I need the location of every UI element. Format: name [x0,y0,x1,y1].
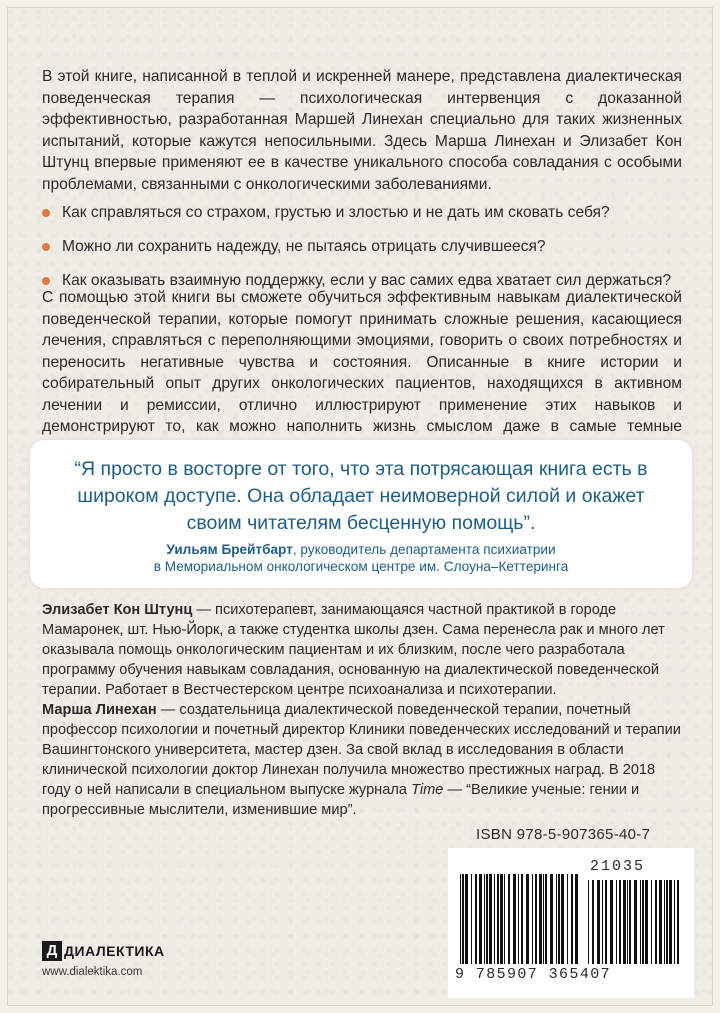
list-item [40,236,680,257]
barcode-bar [655,880,657,964]
barcode-bar [475,874,477,964]
barcode-bar [556,874,557,964]
list-item [40,202,680,223]
barcode-bar [545,874,547,964]
testimonial-box [30,440,692,588]
barcode-bar [634,880,637,964]
barcode-bar [508,874,510,964]
barcode-bar [602,880,603,964]
barcode-bar [484,874,485,964]
barcode-bar [619,880,621,964]
barcode-bar [669,880,672,964]
barcode-bar [526,874,529,964]
barcode-bar [539,874,542,964]
barcode-bar [518,874,519,964]
barcode-ean-digits: 9 785907 365407 [455,966,612,983]
intro-paragraph: В этой книге, написанной в теплой и искренней манере, представлена диалектическая поведенческая терапия — психологическая интервенция с доказанной эффективностью, разработанная Маршей Линехан специально для таких жизненных испытаний, которые кажутся непосильными. Здесь Марша Линехан и Элизабет Кон Штунц впервые применяют ее в качестве уникального способа совладания с особыми проблемами, связанными с онкологическими заболеваниями. [42,68,682,193]
barcode-bar [629,880,631,964]
barcode-bar [674,880,675,964]
publisher-logo [42,940,165,962]
barcode-bar [610,880,613,964]
bio-name: Марша Линехан [42,702,157,718]
author-title: , руководитель департамента психиатрии [292,542,556,557]
author-name: Уильям Брейтбарт [166,542,293,557]
barcode-bar [543,874,544,964]
barcode-bar [558,874,560,964]
author-bio-linehan [42,700,682,820]
barcode-bar [486,874,488,964]
testimonial-quote: “Я просто в восторге от того, что эта потрясающая книга есть в широком доступе. Она обладает неимоверной силой и окажет своим читателям бесценную помощь”. [74,458,648,534]
barcode-bar [651,880,652,964]
barcode-bar [489,874,492,964]
barcode-bar [550,874,553,964]
barcode-bar [597,880,600,964]
barcode-bar [465,874,468,964]
publisher-website: www.dialektika.com [42,966,143,978]
barcode-bar [645,880,648,964]
barcode-bar [588,880,589,964]
bullet-dot-icon [42,243,50,251]
barcode-bar [623,880,626,964]
bio-text: — психотерапевт, занимающаяся частной практикой в городе Мамаронек, шт. Нью-Йорк, а также студентка школы дзен. Сама перенесла рак и много лет оказывала помощь онкологическим пациентам и их близким, после чего разработала программу обучения навыкам совладания, основанную на диалектической поведенческой терапии. Работает в Вестчестерском центре психоанализа и психотерапии. [42,602,665,698]
barcode-bar [535,874,537,964]
journal-title: Time [411,782,444,798]
author-bio-stuntz [42,600,682,700]
barcode-bar [567,874,568,964]
barcode-bar [659,880,662,964]
publisher-name: ДИАЛЕКТИКА [64,943,165,959]
barcode-bar [460,874,461,964]
barcode-bar [627,880,628,964]
barcode-bar [561,874,564,964]
author-organization: в Мемориальном онкологическом центре им. Слоуна–Кеттеринга [153,559,569,574]
barcode-bar [605,880,607,964]
barcode-bar [616,880,617,964]
barcode-bar [462,874,464,964]
barcode-addon-digits: 21035 [590,858,646,875]
bullet-text: Можно ли сохранить надежду, не пытаясь отрицать случившееся? [62,238,546,255]
barcode-bar [666,880,668,964]
barcode-bar [521,874,523,964]
bio-text: — создательница диалектической поведенческой терапии, почетный профессор психологии и почетный директор Клиники поведенческих исследований и терапии Вашингтонского университета, мастер дзен. За свой вклад в исследования в области клинической психологии доктор Линехан получила множество престижных наград. В 2018 году о ней написали в специальном выпуске журнала [42,702,681,798]
barcode-bar [504,874,505,964]
barcode-bar [513,874,516,964]
barcode-bar [640,880,641,964]
barcode-bar [479,874,482,964]
benefits-paragraph: С помощью этой книги вы сможете обучиться эффективным навыкам диалектической поведенческой терапии, которые помогут принимать сложные решения, касающиеся лечения, справляться с переполняющими эмоциями, говорить о своих потребностях и переносить негативные чувства и состояния. Описанные в книге истории и собирательный опыт других онкологических пациентов, находящихся в активном лечении и ремиссии, отлично иллюстрируют применение этих навыков и демонстрируют то, как можно наполнить жизнь смыслом даже в самые темные [42,289,682,435]
barcode-bar [642,880,644,964]
bullet-dot-icon [42,277,50,285]
bio-name: Элизабет Кон Штунц [42,602,193,618]
barcode-bar [664,880,665,964]
barcode-bar [497,874,499,964]
barcode-bar [500,874,503,964]
barcode-bar [575,874,578,964]
testimonial-author [61,541,661,575]
bullet-text: Как справляться со страхом, грустью и злостью и не дать им сковать себя? [62,204,610,221]
bio-text-tail: — “Великие ученые: гении и прогрессивные мыслители, изменившие мир”. [42,782,640,818]
barcode-bar [494,874,495,964]
barcode-bar [571,874,573,964]
bullet-text: Как оказывать взаимную поддержку, если у вас самих едва хватает сил держаться? [62,272,672,289]
bullet-dot-icon [42,209,50,217]
publisher-logo-icon: Д [42,941,62,961]
barcode-bar [592,880,594,964]
barcode-bar [471,874,472,964]
barcode-bar [532,874,533,964]
barcode-bar [677,880,679,964]
isbn-label: ISBN 978-5-907365-40-7 [476,826,651,843]
